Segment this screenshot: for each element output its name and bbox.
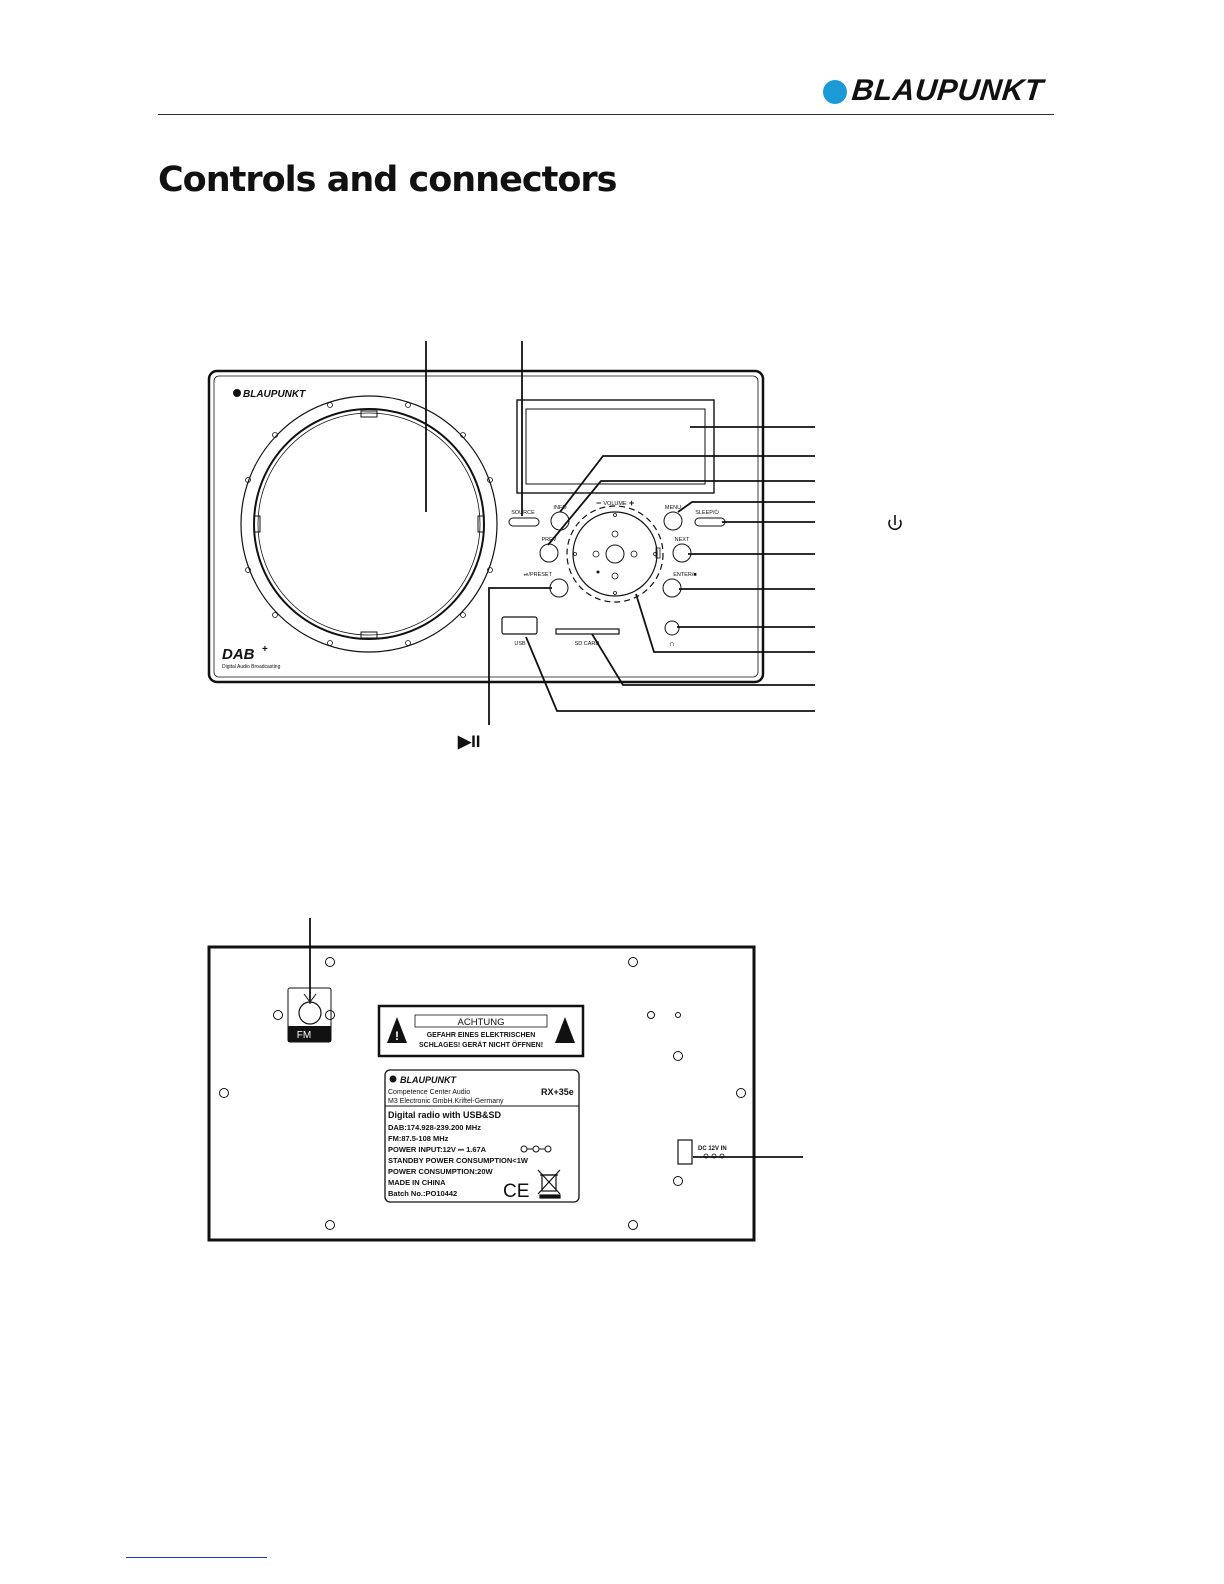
- volume-knob[interactable]: [573, 512, 657, 596]
- spec-line: POWER INPUT:12V ⎓ 1.67A: [388, 1145, 487, 1154]
- rating-brand: BLAUPUNKT: [400, 1075, 456, 1085]
- sd-card-label: SD CARD: [574, 641, 600, 647]
- polarity-icon: [521, 1146, 551, 1152]
- info-button[interactable]: [551, 512, 569, 530]
- screw-holes: [220, 958, 746, 1230]
- power-icon: [889, 515, 901, 529]
- spec-line: POWER CONSUMPTION:20W: [388, 1167, 493, 1176]
- usb-label: USB: [514, 641, 526, 647]
- usb-port[interactable]: [502, 617, 537, 634]
- volume-knob-ring: [567, 506, 663, 602]
- dab-logo: DAB: [222, 646, 255, 663]
- headphone-jack[interactable]: [665, 621, 679, 635]
- rating-company-1: Competence Center Audio: [388, 1089, 471, 1096]
- volume-label: VOLUME: [603, 501, 627, 507]
- rating-model: RX+35e: [541, 1087, 574, 1097]
- warning-line-2: SCHLAGES! GERÄT NICHT ÖFFNEN!: [418, 1042, 544, 1049]
- lcd-display: [526, 409, 705, 484]
- rating-product: Digital radio with USB&SD: [388, 1110, 502, 1120]
- prev-label: PREV: [541, 537, 557, 543]
- spec-line: MADE IN CHINA: [388, 1178, 446, 1187]
- panel-brand-dot: [233, 389, 241, 397]
- volume-plus-icon: +: [629, 498, 635, 508]
- menu-button[interactable]: [664, 512, 682, 530]
- warning-title: ACHTUNG: [457, 1017, 505, 1028]
- spec-line: Batch No.:PO10442: [388, 1189, 458, 1198]
- lcd-display-frame: [517, 400, 714, 493]
- menu-label: MENU: [664, 505, 682, 511]
- source-button[interactable]: [509, 518, 539, 526]
- spec-line: FM:87.5-108 MHz: [388, 1134, 449, 1143]
- warning-line-1: GEFAHR EINES ELEKTRISCHEN: [426, 1032, 536, 1039]
- sleep-label: SLEEP/⏻: [695, 510, 719, 516]
- rear-callout-lines: [310, 918, 803, 1157]
- spec-line: STANDBY POWER CONSUMPTION<1W: [388, 1156, 528, 1165]
- enter-label: ENTER/■: [673, 572, 697, 578]
- play-pause-icon: ▶II: [458, 732, 481, 751]
- speaker-grille: [254, 409, 484, 639]
- front-panel-diagram: [0, 0, 1224, 760]
- volume-minus-icon: −: [596, 498, 602, 508]
- dab-plus: +: [262, 644, 268, 655]
- play-preset-button[interactable]: [550, 579, 568, 597]
- weee-bin-icon: [538, 1170, 560, 1198]
- info-label: INFO: [553, 505, 567, 511]
- panel-brand: BLAUPUNKT: [243, 389, 306, 400]
- next-label: NEXT: [674, 537, 690, 543]
- rear-panel-diagram: [0, 900, 1224, 1260]
- play-preset-label: ⏯/PRESET: [524, 572, 552, 578]
- prev-button[interactable]: [540, 544, 558, 562]
- svg-text:!: !: [395, 1029, 399, 1043]
- headphone-icon: ∩: [669, 639, 675, 648]
- brand-logo: BLAUPUNKT: [850, 74, 1045, 107]
- ce-mark: CE: [503, 1181, 530, 1202]
- next-button[interactable]: [673, 544, 691, 562]
- enter-button[interactable]: [663, 579, 681, 597]
- spec-line: DAB:174.928-239.200 MHz: [388, 1123, 481, 1132]
- fm-label: FM: [296, 1030, 312, 1041]
- speaker-grille-outer: [241, 396, 497, 652]
- source-label: SOURCE: [511, 510, 535, 516]
- rear-panel-body: [209, 947, 754, 1240]
- sleep-power-button[interactable]: [695, 518, 725, 526]
- dc-in-label: DC 12V IN: [698, 1146, 727, 1152]
- footer-link-underline: [126, 1557, 267, 1558]
- sd-card-slot[interactable]: [556, 629, 619, 634]
- electric-shock-icon: [555, 1017, 575, 1043]
- rating-company-2: M3 Electronic GmbH.Kriftel-Germany: [388, 1098, 504, 1105]
- dc-in-socket[interactable]: [678, 1140, 692, 1164]
- page-title: Controls and connectors: [158, 160, 617, 200]
- dab-caption: Digital Audio Broadcasting: [222, 664, 281, 670]
